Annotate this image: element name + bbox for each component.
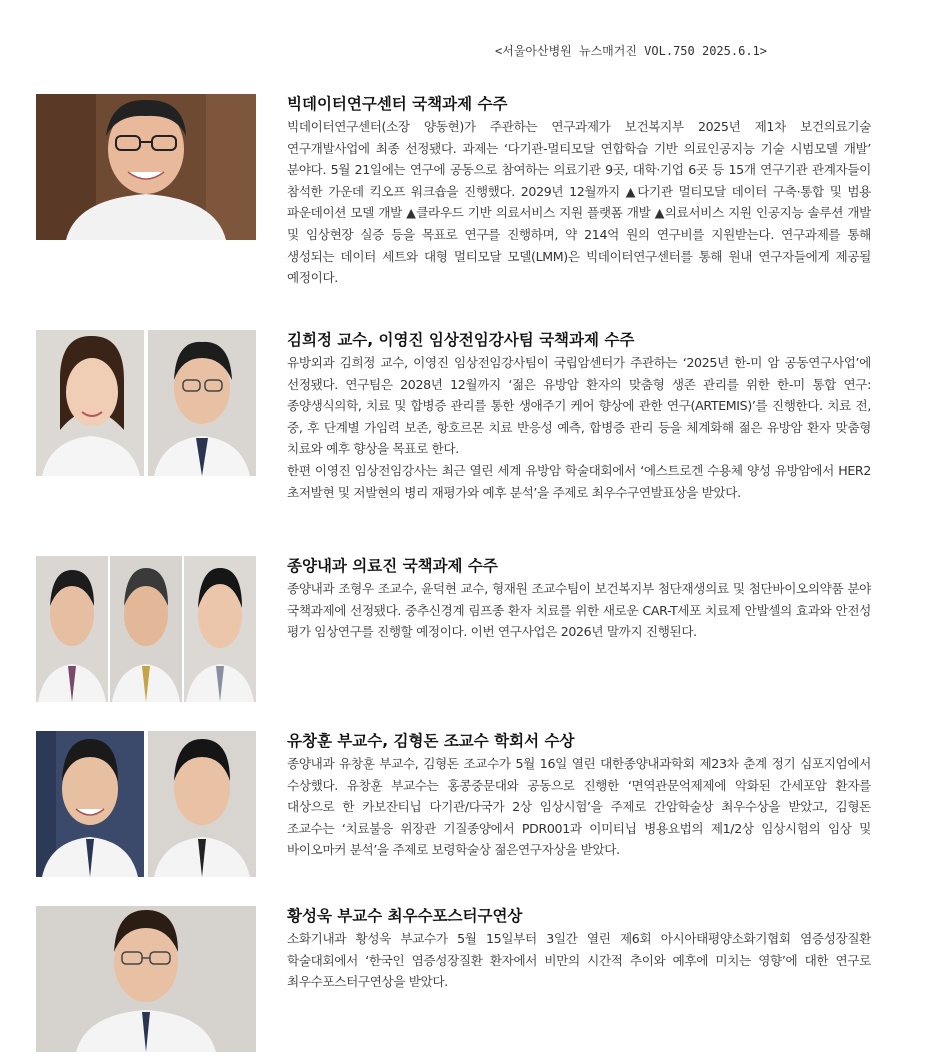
article-body: 유방외과 김희정 교수, 이영진 임상전임강사팀이 국립암센터가 주관하는 ‘2025년 한-미 암 공동연구사업’에 선정됐다. 연구팀은 2028년 12월까지 ‘젊은 유방암 환자의 맞춤형 생존 관리를 위한 한-미 통합 연구: 종양생식의학, 치료 및 합병증 관리를 통한 생애주기 케어 향상에 관한 연구(ARTEMIS)’를 진행한다. 치료 전, 중, 후 단계별 가임력 보존, 항호르몬 치료 반응성 예측, 합병증 관리 등을 체계화해 젊은 유방암 환자 맞춤형 치료와 예후 향상을 목표로 한다. — [287, 355, 871, 457]
portrait-photo-pair — [36, 330, 256, 476]
article-title: 김희정 교수, 이영진 임상전임강사팀 국책과제 수주 — [287, 331, 635, 349]
portrait-photo-pair — [36, 731, 256, 877]
article-body: 소화기내과 황성욱 부교수가 5월 15일부터 3일간 열린 제6회 아시아태평양소화기협회 염증성장질환 학술대회에서 ‘한국인 염증성장질환 환자에서 비만의 시간적 추이와 예후에 미치는 영향’에 대한 연구로 최우수포스터구연상을 받았다. — [287, 931, 871, 990]
portrait-photo — [36, 906, 256, 1052]
article-body: 한편 이영진 임상전임강사는 최근 열린 세계 유방암 학술대회에서 ‘에스트로겐 수용체 양성 유방암에서 HER2 초저발현 및 저발현의 병리 재평가와 예후 분석’을 주제로 최우수구연발표상을 받았다. — [287, 462, 871, 500]
article-title: 유창훈 부교수, 김형돈 조교수 학회서 수상 — [287, 732, 575, 750]
portrait-photo — [36, 94, 256, 240]
portrait-photo-trio — [36, 556, 256, 702]
article-body: 빅데이터연구센터(소장 양동현)가 주관하는 연구과제가 보건복지부 2025년 제1차 보건의료기술 연구개발사업에 최종 선정됐다. 과제는 ‘다기관-멀티모달 연합학습 기반 의료인공지능 기술 시범모델 개발’ 분야다. 5월 21일에는 연구에 공동으로 참여하는 의료기관 9곳, 대학·기업 6곳 등 15개 연구기관 관계자들이 참석한 가운데 킥오프 워크숍을 진행했다. 2029년 12월까지 ▲다기관 멀티모달 데이터 구축·통합 및 범용 파운데이션 모델 개발 ▲클라우드 기반 의료서비스 지원 플랫폼 개발 ▲의료서비스 지원 인공지능 솔루션 개발 및 임상현장 실증 등을 목표로 연구를 진행하며, 약 214억 원의 연구비를 지원받는다. 연구과제를 통해 생성되는 데이터 세트와 대형 멀티모달 모델(LMM)은 빅데이터연구센터를 통해 원내 연구자들에게 제공될 예정이다. — [287, 119, 871, 286]
article-body: 종양내과 조형우 조교수, 윤덕현 교수, 형재원 조교수팀이 보건복지부 첨단재생의료 및 첨단바이오의약품 분야 국책과제에 선정됐다. 중추신경계 림프종 환자 치료를 위한 새로운 CAR-T세포 치료제 안발셀의 효과와 안전성 평가 임상연구를 진행할 예정이다. 이번 연구사업은 2026년 말까지 진행된다. — [287, 581, 871, 640]
article-title: 종양내과 의료진 국책과제 수주 — [287, 557, 498, 575]
article-body: 종양내과 유창훈 부교수, 김형돈 조교수가 5월 16일 열린 대한종양내과학회 제23차 춘계 정기 심포지엄에서 수상했다. 유창훈 부교수는 홍콩중문대와 공동으로 진행한 ‘면역관문억제제에 악화된 간세포암 환자를 대상으로 한 카보잔티닙 다기관/다국가 2상 임상시험’을 주제로 간암학술상 최우수상을 받았고, 김형돈 조교수는 ‘치료불응 위장관 기질종양에서 PDR001과 이미티닙 병용요법의 제1/2상 임상시험의 임상 및 바이오마커 분석’을 주제로 보령학술상 젊은연구자상을 받았다. — [287, 756, 871, 858]
article-title: 황성욱 부교수 최우수포스터구연상 — [287, 907, 523, 925]
issue-line: <서울아산병원 뉴스매거진 VOL.750 2025.6.1> — [495, 44, 768, 58]
article-title: 빅데이터연구센터 국책과제 수주 — [287, 95, 508, 113]
